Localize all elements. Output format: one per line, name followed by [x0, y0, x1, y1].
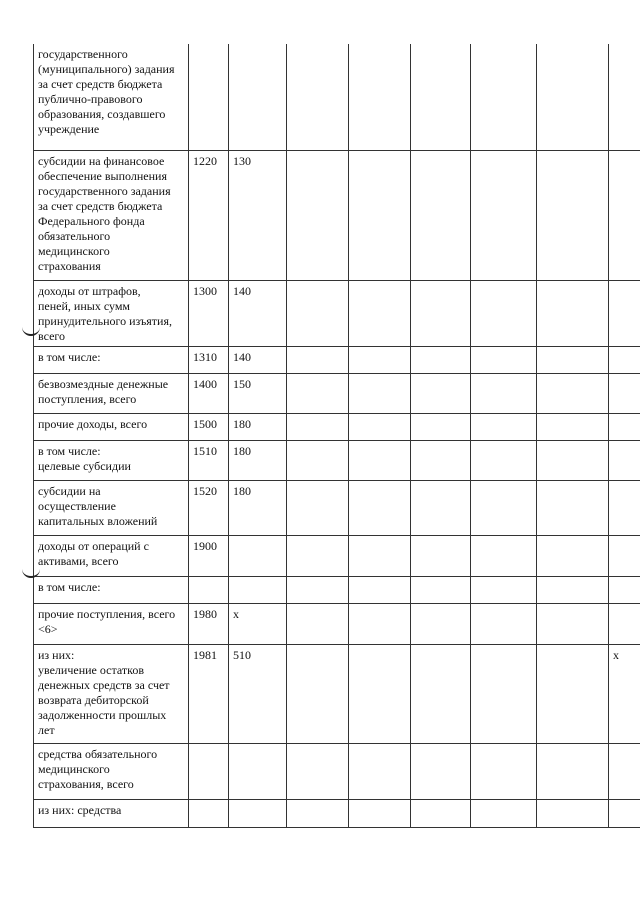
row-code: 1510 — [189, 440, 229, 480]
value-cell — [411, 535, 471, 576]
row-label: прочие доходы, всего — [34, 413, 189, 440]
value-cell — [537, 373, 609, 413]
value-cell — [411, 150, 471, 280]
value-cell — [411, 799, 471, 827]
value-cell — [349, 799, 411, 827]
value-cell — [609, 44, 640, 150]
row-label: прочие поступления, всего <6> — [34, 603, 189, 644]
row-kosgu-code — [229, 576, 287, 603]
value-cell — [349, 280, 411, 346]
value-cell — [471, 280, 537, 346]
value-cell — [471, 799, 537, 827]
row-code: 1310 — [189, 346, 229, 373]
value-cell — [287, 799, 349, 827]
value-cell — [471, 440, 537, 480]
value-cell — [471, 743, 537, 799]
value-cell — [349, 535, 411, 576]
value-cell — [609, 150, 640, 280]
table-row — [34, 150, 640, 280]
value-cell — [609, 480, 640, 535]
row-kosgu-code: 140 — [229, 280, 287, 346]
row-code: 1220 — [189, 150, 229, 280]
table-row — [34, 603, 640, 644]
value-cell — [349, 413, 411, 440]
value-cell — [537, 535, 609, 576]
table-row — [34, 373, 640, 413]
row-kosgu-code: 130 — [229, 150, 287, 280]
value-cell — [537, 44, 609, 150]
value-cell — [411, 413, 471, 440]
row-label: в том числе: — [34, 576, 189, 603]
table-row — [34, 799, 640, 827]
value-cell — [349, 440, 411, 480]
value-cell — [287, 576, 349, 603]
row-kosgu-code: 180 — [229, 413, 287, 440]
value-cell — [287, 44, 349, 150]
row-code — [189, 576, 229, 603]
value-cell — [471, 644, 537, 743]
row-code: 1900 — [189, 535, 229, 576]
value-cell — [471, 346, 537, 373]
value-cell — [609, 413, 640, 440]
value-cell — [537, 440, 609, 480]
row-label: в том числе: — [34, 346, 189, 373]
value-cell — [287, 743, 349, 799]
value-cell — [287, 480, 349, 535]
value-cell — [609, 799, 640, 827]
value-cell — [349, 576, 411, 603]
row-kosgu-code — [229, 535, 287, 576]
value-cell — [609, 440, 640, 480]
value-cell — [537, 413, 609, 440]
row-kosgu-code: 180 — [229, 440, 287, 480]
row-label: субсидии на финансовое обеспечение выполнения государственного задания за счет средств бюджета Федерального фонда обязательного медицинского страхования — [34, 150, 189, 280]
row-kosgu-code — [229, 44, 287, 150]
table-row — [34, 280, 640, 346]
value-cell — [411, 44, 471, 150]
value-cell — [471, 44, 537, 150]
table-row — [34, 480, 640, 535]
value-cell — [411, 373, 471, 413]
budget-table-sheet — [33, 44, 619, 828]
table-row — [34, 413, 640, 440]
row-label: в том числе: целевые субсидии — [34, 440, 189, 480]
budget-table — [33, 44, 640, 828]
row-label: субсидии на осуществление капитальных вложений — [34, 480, 189, 535]
value-cell — [471, 373, 537, 413]
table-row — [34, 440, 640, 480]
row-label: доходы от штрафов, пеней, иных сумм принудительного изъятия, всего — [34, 280, 189, 346]
row-code: 1520 — [189, 480, 229, 535]
value-cell — [287, 280, 349, 346]
value-cell — [471, 535, 537, 576]
value-cell — [537, 603, 609, 644]
row-code — [189, 44, 229, 150]
value-cell — [287, 150, 349, 280]
row-code — [189, 799, 229, 827]
value-cell — [609, 743, 640, 799]
value-cell — [537, 799, 609, 827]
row-kosgu-code: 180 — [229, 480, 287, 535]
table-body — [34, 44, 640, 827]
value-cell — [411, 576, 471, 603]
row-code: 1980 — [189, 603, 229, 644]
value-cell — [471, 603, 537, 644]
row-label: из них: увеличение остатков денежных средств за счет возврата дебиторской задолженности прошлых лет — [34, 644, 189, 743]
value-cell — [537, 576, 609, 603]
row-label: из них: средства — [34, 799, 189, 827]
value-cell — [609, 603, 640, 644]
row-kosgu-code: 510 — [229, 644, 287, 743]
value-cell — [537, 346, 609, 373]
value-cell: x — [609, 644, 640, 743]
row-label: средства обязательного медицинского страхования, всего — [34, 743, 189, 799]
value-cell — [411, 743, 471, 799]
value-cell — [471, 576, 537, 603]
value-cell — [349, 373, 411, 413]
row-label: доходы от операций с активами, всего — [34, 535, 189, 576]
value-cell — [349, 150, 411, 280]
value-cell — [609, 280, 640, 346]
row-kosgu-code: 150 — [229, 373, 287, 413]
value-cell — [609, 346, 640, 373]
value-cell — [349, 480, 411, 535]
row-code: 1400 — [189, 373, 229, 413]
value-cell — [287, 535, 349, 576]
value-cell — [537, 150, 609, 280]
row-code: 1500 — [189, 413, 229, 440]
value-cell — [609, 535, 640, 576]
value-cell — [287, 644, 349, 743]
value-cell — [349, 743, 411, 799]
row-code: 1300 — [189, 280, 229, 346]
value-cell — [349, 346, 411, 373]
value-cell — [287, 413, 349, 440]
row-kosgu-code: 140 — [229, 346, 287, 373]
value-cell — [537, 743, 609, 799]
value-cell — [287, 346, 349, 373]
value-cell — [411, 280, 471, 346]
table-row — [34, 743, 640, 799]
value-cell — [471, 150, 537, 280]
row-kosgu-code — [229, 799, 287, 827]
value-cell — [411, 603, 471, 644]
table-row — [34, 44, 640, 150]
value-cell — [537, 480, 609, 535]
table-row — [34, 644, 640, 743]
value-cell — [411, 346, 471, 373]
table-row — [34, 576, 640, 603]
value-cell — [537, 280, 609, 346]
value-cell — [349, 644, 411, 743]
value-cell — [287, 440, 349, 480]
value-cell — [471, 480, 537, 535]
row-kosgu-code: x — [229, 603, 287, 644]
table-row — [34, 535, 640, 576]
row-code — [189, 743, 229, 799]
value-cell — [411, 440, 471, 480]
value-cell — [349, 44, 411, 150]
value-cell — [411, 644, 471, 743]
value-cell — [411, 480, 471, 535]
row-label: государственного (муниципального) задания за счет средств бюджета публично-правового образования, создавшего учреждение — [34, 44, 189, 150]
value-cell — [609, 373, 640, 413]
value-cell — [537, 644, 609, 743]
value-cell — [287, 373, 349, 413]
row-label: безвозмездные денежные поступления, всего — [34, 373, 189, 413]
row-kosgu-code — [229, 743, 287, 799]
value-cell — [609, 576, 640, 603]
value-cell — [287, 603, 349, 644]
value-cell — [349, 603, 411, 644]
row-code: 1981 — [189, 644, 229, 743]
table-row — [34, 346, 640, 373]
value-cell — [471, 413, 537, 440]
